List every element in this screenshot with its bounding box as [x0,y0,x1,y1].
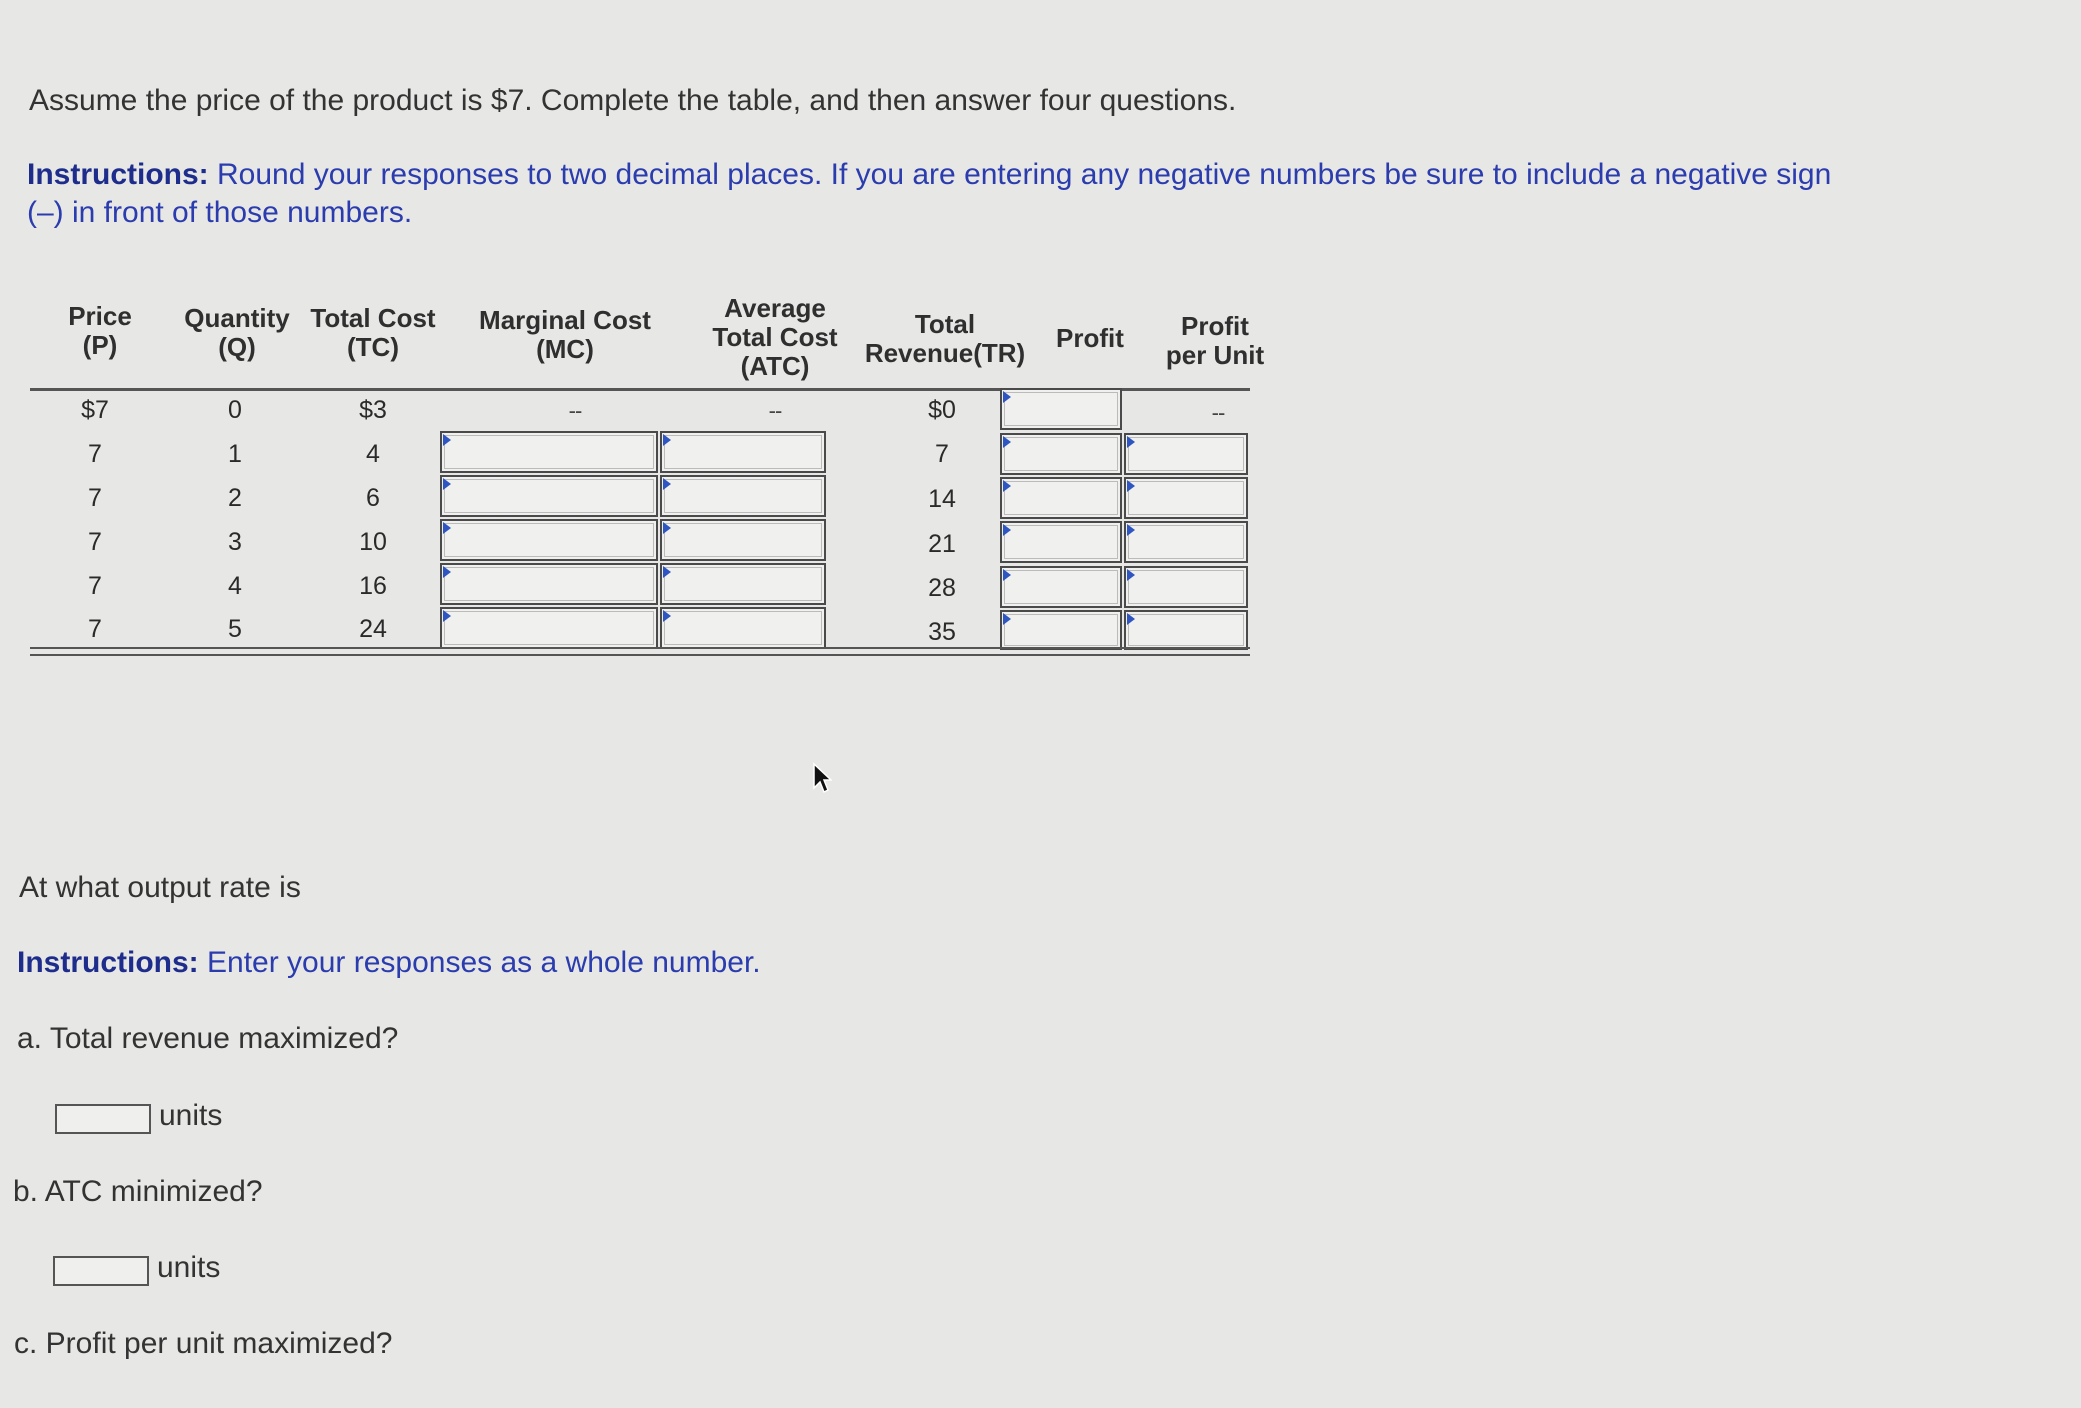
atc-input-2[interactable] [660,475,826,517]
answer-b-input[interactable] [53,1256,149,1286]
profit-input-3[interactable] [1000,521,1122,563]
mc-input-2[interactable] [440,475,658,517]
table-bottom-rule-2 [30,654,1250,656]
tr-4: 28 [928,574,956,602]
mouse-cursor-icon [812,762,832,796]
ppu-input-1[interactable] [1124,433,1248,475]
header-atc: Average Total Cost (ATC) [712,293,838,381]
question-instructions-text: Enter your responses as a whole number. [198,946,761,979]
question-c: c. Profit per unit maximized? [14,1327,393,1360]
header-ppu: Profit per Unit [1165,311,1265,370]
profit-input-0[interactable] [1000,388,1122,430]
tr-0: $0 [928,396,956,424]
instructions [27,156,1867,232]
atc-input-3[interactable] [660,519,826,561]
price-2: 7 [88,484,102,512]
mc-input-4[interactable] [440,563,658,605]
header-quantity: Quantity (Q) [184,303,290,362]
atc-0: -- [768,398,782,423]
tc-3: 10 [359,528,387,556]
tr-3: 21 [928,530,956,558]
profit-input-5[interactable] [1000,610,1122,650]
q-2: 2 [228,484,242,512]
atc-input-5[interactable] [660,607,826,649]
atc-input-1[interactable] [660,431,826,473]
instructions-text: Round your responses to two decimal places. If you are entering any negative numbers be sure to include a negative sign (–) in front of those numbers. [27,158,1832,229]
profit-input-4[interactable] [1000,566,1122,608]
header-price: Price (P) [68,301,132,360]
profit-input-1[interactable] [1000,433,1122,475]
mc-input-1[interactable] [440,431,658,473]
ppu-input-3[interactable] [1124,521,1248,563]
header-tc: Total Cost (TC) [310,303,436,362]
ppu-input-2[interactable] [1124,477,1248,519]
instructions-label: Instructions: [27,158,209,191]
tc-4: 16 [359,572,387,600]
price-4: 7 [88,572,102,600]
intro-text: Assume the price of the product is $7. Complete the table, and then answer four questions. [29,84,1237,117]
header-tr: Total Revenue(TR) [864,309,1026,368]
header-mc: Marginal Cost (MC) [479,305,651,364]
tc-5: 24 [359,615,387,643]
table-bottom-rule [30,647,1250,649]
price-5: 7 [88,615,102,643]
ppu-input-5[interactable] [1124,610,1248,650]
units-label-a: units [159,1099,223,1132]
q-4: 4 [228,572,242,600]
q-1: 1 [228,440,242,468]
tr-1: 7 [935,440,949,468]
mc-input-3[interactable] [440,519,658,561]
question-instructions [17,946,761,980]
q-0: 0 [228,396,242,424]
question-b: b. ATC minimized? [13,1175,263,1208]
price-3: 7 [88,528,102,556]
tr-5: 35 [928,618,956,646]
tc-0: $3 [359,396,387,424]
mc-input-5[interactable] [440,607,658,649]
mc-0: -- [568,398,582,423]
question-a: a. Total revenue maximized? [17,1022,399,1055]
header-profit: Profit [1056,323,1124,353]
q-5: 5 [228,615,242,643]
tr-2: 14 [928,485,956,513]
question-instructions-label: Instructions: [17,946,199,979]
tc-1: 4 [366,440,380,468]
profit-input-2[interactable] [1000,477,1122,519]
price-0: $7 [81,396,109,424]
price-1: 7 [88,440,102,468]
ppu-0: -- [1211,400,1225,425]
units-label-b: units [157,1251,221,1284]
ppu-input-4[interactable] [1124,566,1248,608]
answer-a-input[interactable] [55,1104,151,1134]
atc-input-4[interactable] [660,563,826,605]
tc-2: 6 [366,484,380,512]
q-3: 3 [228,528,242,556]
question-prompt: At what output rate is [19,871,301,904]
